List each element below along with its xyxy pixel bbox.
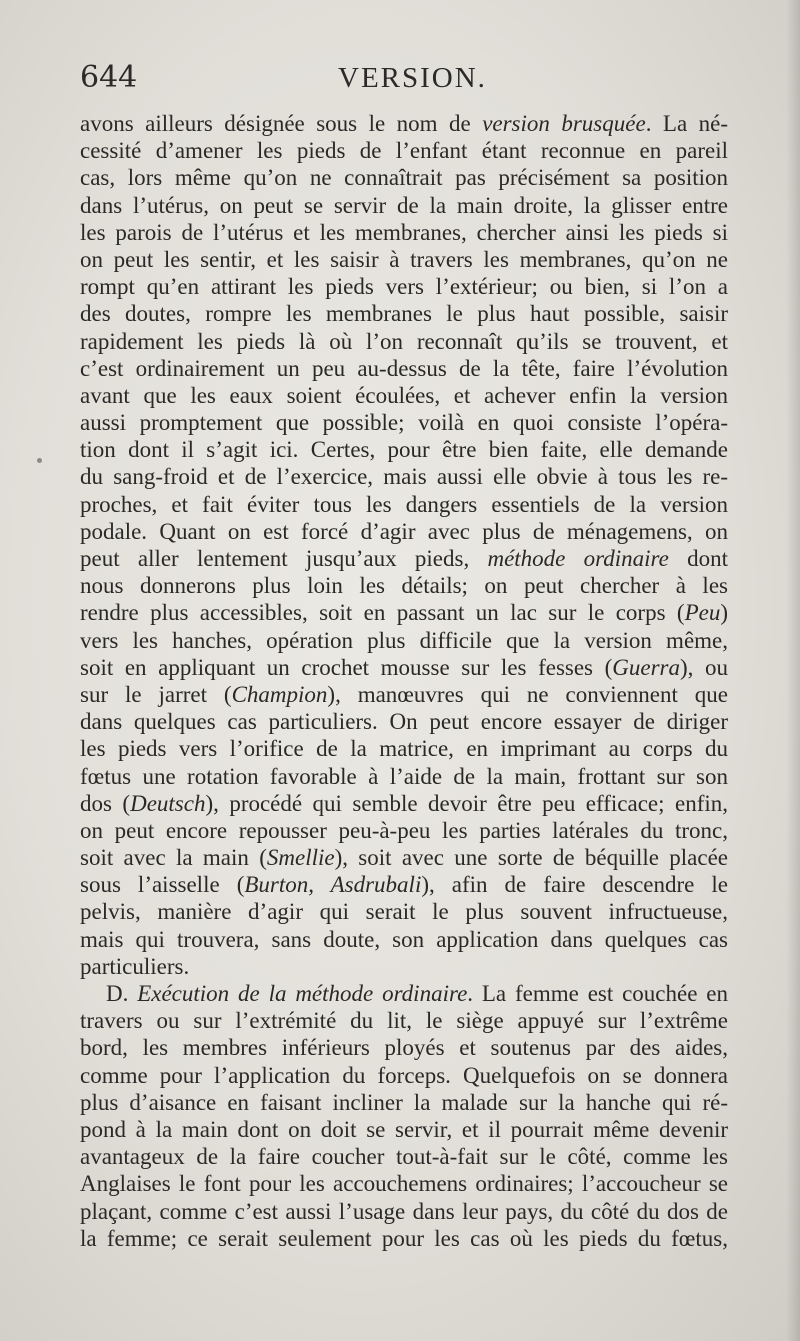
text-segment: ), soit avec une sorte de béquille placée bbox=[334, 845, 728, 871]
text-line bbox=[80, 1116, 728, 1143]
text-line bbox=[80, 817, 728, 844]
text-segment: ), procédé qui semble devoir être peu efficace; enfin, bbox=[205, 790, 728, 816]
text-segment: . La femme est couchée en bbox=[467, 981, 728, 1006]
text-segment: on peut encore repousser peu-à-peu les parties latérales du tronc, bbox=[80, 817, 728, 843]
text-segment: comme pour l’application du forceps. Quelquefois on se donnera bbox=[80, 1062, 728, 1088]
page-number: 644 bbox=[80, 60, 138, 95]
text-segment: nous donnerons plus loin les détails; on peut chercher à les bbox=[80, 573, 728, 599]
text-line bbox=[80, 219, 728, 246]
text-segment: avantageux de la faire coucher tout-à-fait sur le côté, comme les bbox=[80, 1144, 728, 1170]
text-line bbox=[80, 1198, 728, 1225]
running-head: VERSION. bbox=[338, 62, 487, 94]
text-segment: plaçant, comme c’est aussi l’usage dans leur pays, du côté du dos de bbox=[80, 1198, 728, 1224]
text-segment: sous l’aisselle ( bbox=[80, 872, 245, 898]
text-line bbox=[80, 355, 728, 382]
text-segment: du sang-froid et de l’exercice, mais aussi elle obvie à tous les re- bbox=[80, 464, 728, 490]
text-line bbox=[80, 681, 728, 708]
text-line bbox=[80, 436, 728, 463]
italic-text-segment: Guerra bbox=[612, 654, 680, 680]
text-segment: tion dont il s’agit ici. Certes, pour être bien faite, elle demande bbox=[80, 437, 728, 463]
text-segment: avons ailleurs désignée sous le nom de bbox=[80, 111, 483, 136]
text-segment: aussi promptement que possible; voilà en quoi consiste l’opéra- bbox=[80, 410, 728, 436]
text-line bbox=[80, 926, 728, 953]
italic-text-segment: Peu bbox=[684, 600, 721, 626]
text-line bbox=[80, 1089, 728, 1116]
text-line bbox=[80, 735, 728, 762]
text-line bbox=[80, 871, 728, 898]
text-line bbox=[80, 654, 728, 681]
text-line bbox=[80, 1034, 728, 1061]
text-segment: mais qui trouvera, sans doute, son application dans quelques cas bbox=[80, 926, 728, 952]
text-segment: cessité d’amener les pieds de l’enfant étant reconnue en pareil bbox=[80, 138, 728, 164]
text-segment: soit avec la main ( bbox=[80, 845, 267, 871]
text-segment: dont bbox=[668, 546, 728, 571]
text-segment: plus d’aisance en faisant incliner la malade sur la hanche qui ré- bbox=[80, 1089, 728, 1115]
text-segment: vers les hanches, opération plus difficile que la version même, bbox=[80, 627, 728, 653]
text-segment: podale. Quant on est forcé d’agir avec plus de ménagemens, on bbox=[80, 518, 728, 544]
text-segment: avant que les eaux soient écoulées, et achever enfin la version bbox=[80, 382, 728, 408]
text-line bbox=[80, 627, 728, 654]
text-line bbox=[80, 1007, 728, 1034]
text-line bbox=[80, 328, 728, 355]
text-segment: proches, et fait éviter tous les dangers essentiels de la version bbox=[80, 491, 728, 517]
text-line bbox=[80, 137, 728, 164]
text-line bbox=[80, 273, 728, 300]
text-segment: bord, les membres inférieurs ployés et soutenus par des aides, bbox=[80, 1035, 728, 1061]
body-text bbox=[80, 110, 728, 1252]
text-segment: Anglaises le font pour les accouchemens ordinaires; l’accoucheur se bbox=[80, 1171, 728, 1197]
text-line bbox=[80, 246, 728, 273]
text-segment: rapidement les pieds là où l’on reconnaît qu’ils se trouvent, et bbox=[80, 328, 728, 354]
text-line bbox=[80, 763, 728, 790]
italic-text-segment: Champion bbox=[231, 681, 328, 707]
text-line bbox=[80, 790, 728, 817]
text-line bbox=[80, 1225, 728, 1252]
text-line bbox=[80, 599, 728, 626]
text-line bbox=[80, 572, 728, 599]
text-segment: dos ( bbox=[80, 790, 131, 816]
text-segment: des doutes, rompre les membranes le plus haut possible, saisir bbox=[80, 301, 728, 327]
text-line bbox=[80, 844, 728, 871]
text-segment: particuliers. bbox=[80, 953, 190, 979]
text-segment: pond à la main dont on doit se servir, et il pourrait même devenir bbox=[80, 1116, 728, 1142]
text-line bbox=[80, 1143, 728, 1170]
text-segment: les pieds vers l’orifice de la matrice, en imprimant au corps du bbox=[80, 736, 728, 762]
margin-dot bbox=[37, 458, 42, 463]
text-line bbox=[80, 110, 728, 137]
text-segment: ), ou bbox=[679, 654, 728, 680]
text-segment: ), afin de faire descendre le bbox=[421, 872, 728, 898]
italic-text-segment: Exécution de la méthode ordinaire bbox=[137, 981, 468, 1006]
text-line bbox=[80, 1170, 728, 1197]
text-line bbox=[80, 192, 728, 219]
text-line bbox=[80, 518, 728, 545]
text-line bbox=[80, 545, 728, 572]
italic-text-segment: Burton, Asdrubali bbox=[244, 872, 422, 898]
text-segment: rompt qu’en attirant les pieds vers l’extérieur; ou bien, si l’on a bbox=[80, 274, 728, 300]
text-line bbox=[80, 898, 728, 925]
text-segment: peut aller lentement jusqu’aux pieds, bbox=[80, 546, 488, 571]
text-segment: dans quelques cas particuliers. On peut encore essayer de diriger bbox=[80, 709, 728, 735]
text-segment: ) bbox=[720, 600, 728, 626]
text-line bbox=[80, 708, 728, 735]
text-segment: sur le jarret ( bbox=[80, 681, 232, 707]
text-line bbox=[80, 164, 728, 191]
text-segment: rendre plus accessibles, soit en passant un lac sur le corps ( bbox=[80, 600, 685, 626]
text-line bbox=[80, 300, 728, 327]
text-segment: fœtus une rotation favorable à l’aide de la main, frottant sur son bbox=[80, 763, 728, 789]
page-edge-shadow bbox=[786, 0, 800, 1341]
text-line bbox=[80, 409, 728, 436]
text-line bbox=[80, 980, 728, 1007]
text-segment: les parois de l’utérus et les membranes, chercher ainsi les pieds si bbox=[80, 219, 728, 245]
text-line bbox=[80, 463, 728, 490]
text-segment: dans l’utérus, on peut se servir de la main droite, la glisser entre bbox=[80, 192, 728, 218]
text-segment: D. bbox=[106, 981, 138, 1006]
text-segment: on peut les sentir, et les saisir à travers les membranes, qu’on ne bbox=[80, 246, 728, 272]
text-segment: pelvis, manière d’agir qui serait le plus souvent infructueuse, bbox=[80, 899, 728, 925]
text-segment: travers ou sur l’extrémité du lit, le siège appuyé sur l’extrême bbox=[80, 1008, 728, 1034]
text-line bbox=[80, 1062, 728, 1089]
italic-text-segment: version brusquée bbox=[482, 111, 646, 136]
italic-text-segment: méthode ordinaire bbox=[487, 546, 669, 571]
page-header bbox=[80, 60, 730, 104]
text-line bbox=[80, 491, 728, 518]
text-line bbox=[80, 953, 728, 980]
text-segment: la femme; ce serait seulement pour les cas où les pieds du fœtus, bbox=[80, 1225, 728, 1251]
italic-text-segment: Deutsch bbox=[130, 790, 206, 816]
text-segment: soit en appliquant un crochet mousse sur les fesses ( bbox=[80, 654, 613, 680]
text-segment: cas, lors même qu’on ne connaîtrait pas précisément sa position bbox=[80, 165, 728, 191]
text-segment: c’est ordinairement un peu au-dessus de la tête, faire l’évolution bbox=[80, 355, 728, 381]
text-segment: . La né- bbox=[645, 111, 728, 136]
text-segment: ), manœuvres qui ne conviennent que bbox=[327, 681, 728, 707]
italic-text-segment: Smellie bbox=[266, 845, 335, 871]
text-line bbox=[80, 382, 728, 409]
